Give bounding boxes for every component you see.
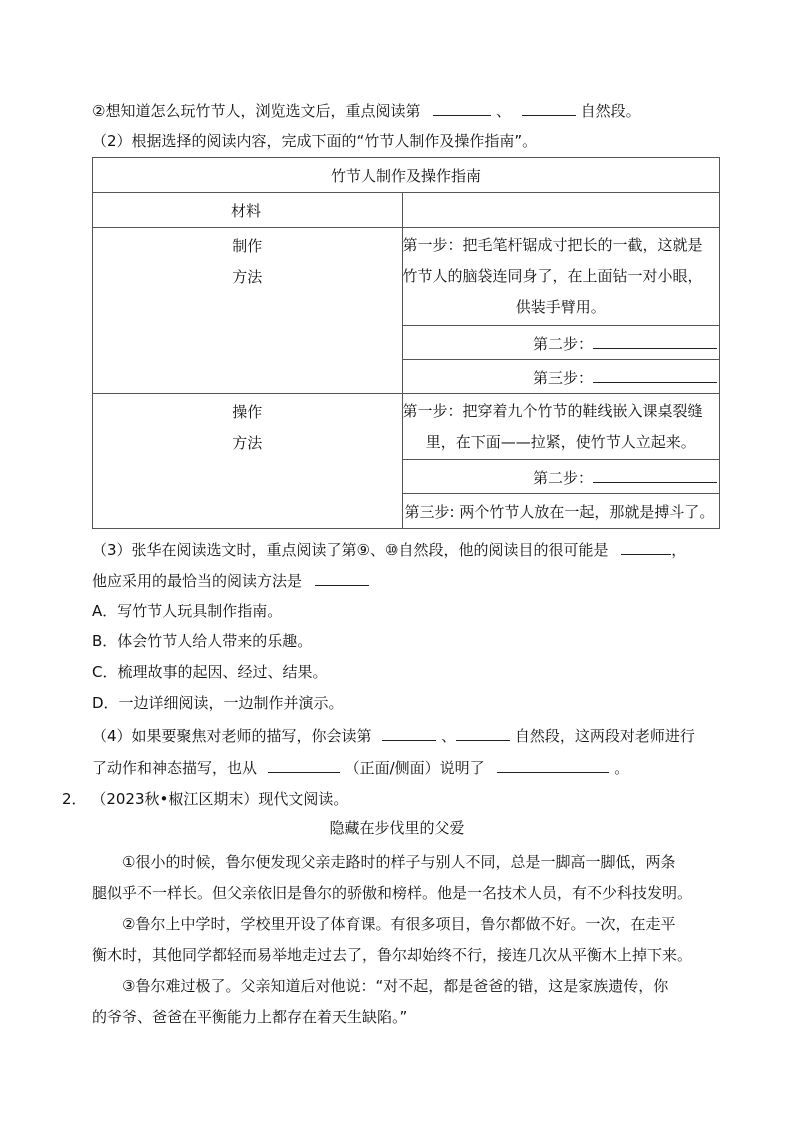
option-a[interactable] xyxy=(92,600,282,622)
answer-blank[interactable] xyxy=(497,756,609,773)
making-label-2: 方法 xyxy=(232,268,263,286)
p3-line1: ③鲁尔难过极了。父亲知道后对他说：“对不起，都是爸爸的错，这是家族遗传，你 xyxy=(122,977,669,995)
option-b[interactable] xyxy=(92,630,312,652)
making-step2-cell xyxy=(402,326,719,360)
answer-blank[interactable] xyxy=(315,569,369,586)
question-1-2 xyxy=(92,99,641,122)
question-3-line1 xyxy=(92,538,686,561)
making-label-cell xyxy=(93,228,403,394)
making-step2-label: 第二步： xyxy=(532,334,593,353)
item2-header xyxy=(62,788,348,810)
answer-blank[interactable] xyxy=(593,366,717,383)
operate-label-2: 方法 xyxy=(232,434,263,452)
operate-step2-cell xyxy=(402,460,719,494)
option-b-text: B．体会竹节人给人带来的乐趣。 xyxy=(92,632,313,650)
question-3-line2 xyxy=(92,569,369,592)
question-4-line1 xyxy=(92,724,695,747)
operate-step2-label: 第二步： xyxy=(532,468,593,487)
q4-line1-prefix: （4）如果要聚焦对老师的描写，你会读第 xyxy=(92,727,372,745)
option-d[interactable] xyxy=(92,692,344,714)
option-c-text: C．梳理故事的起因、经过、结果。 xyxy=(92,663,328,681)
answer-blank[interactable] xyxy=(621,538,671,555)
answer-blank[interactable] xyxy=(382,724,436,741)
q4-line1-suffix: 自然段，这两段对老师进行 xyxy=(514,727,695,745)
making-step1-line1: 第一步：把毛笔杆锯成寸把长的一截，这就是 xyxy=(402,236,703,254)
p2-line2: 衡木时，其他同学都轻而易举地走过去了，鲁尔却始终不行，接连几次从平衡木上掉下来。 xyxy=(92,946,693,964)
p2-line1: ②鲁尔上中学时，学校里开设了体育课。有很多项目，鲁尔都做不好。一次，在走平 xyxy=(122,915,676,933)
guide-title: 竹节人制作及操作指南 xyxy=(93,158,720,193)
guide-table xyxy=(92,157,720,529)
answer-blank[interactable] xyxy=(522,99,576,116)
q3-line1-end: ， xyxy=(671,541,687,559)
q3-line1: （3）张华在阅读选文时，重点阅读了第⑨、⑩自然段，他的阅读目的很可能是 xyxy=(92,541,609,559)
q1-2-sep: 、 xyxy=(496,102,512,120)
option-a-text: A．写竹节人玩具制作指南。 xyxy=(92,602,283,620)
operate-step3-cell xyxy=(402,494,719,529)
operate-step1-line1: 第一步：把穿着九个竹节的鞋线嵌入课桌裂缝 xyxy=(402,401,703,420)
operate-label-1: 操作 xyxy=(232,403,263,421)
making-step3-cell xyxy=(402,360,719,394)
answer-blank[interactable] xyxy=(433,99,491,116)
operate-step3-text: 第三步: 两个竹节人放在一起，那就是搏斗了。 xyxy=(404,502,715,521)
making-step3-label: 第三步： xyxy=(532,368,593,387)
material-label: 材料 xyxy=(93,193,403,228)
q3-line2: 他应采用的最恰当的阅读方法是 xyxy=(92,572,303,590)
article-title: 隐藏在步伐里的父爱 xyxy=(329,819,465,837)
making-step1-cell xyxy=(402,228,719,326)
q4-line1-sep: 、 xyxy=(441,727,457,745)
p3-line2: 的爷爷、爸爸在平衡能力上都存在着天生缺陷。” xyxy=(92,1008,408,1026)
answer-blank[interactable] xyxy=(456,724,510,741)
q2-text: （2）根据选择的阅读内容，完成下面的“竹节人制作及操作指南”。 xyxy=(92,132,538,150)
material-answer-cell[interactable] xyxy=(402,193,719,228)
question-4-line2 xyxy=(92,756,629,779)
answer-blank[interactable] xyxy=(268,756,340,773)
operate-step1-line2: 里，在下面——拉紧，使竹节人立起来。 xyxy=(425,432,696,451)
q1-2-prefix: ②想知道怎么玩竹节人，浏览选文后，重点阅读第 xyxy=(92,102,421,120)
answer-blank[interactable] xyxy=(593,466,717,483)
item2-header-text: （2023秋•椒江区期末）现代文阅读。 xyxy=(91,790,349,808)
answer-blank[interactable] xyxy=(593,332,717,349)
making-label-1: 制作 xyxy=(232,237,263,255)
making-step1-line2: 竹节人的脑袋连同身了，在上面钻一对小眼， xyxy=(402,267,703,285)
q4-line2-mid: （正面/侧面）说明了 xyxy=(344,759,485,777)
q4-line2-end: 。 xyxy=(614,759,630,777)
operate-step1-cell xyxy=(402,394,719,460)
option-d-text: D．一边详细阅读，一边制作并演示。 xyxy=(92,694,344,712)
p1-line1: ①很小的时候，鲁尔便发现父亲走路时的样子与别人不同，总是一脚高一脚低，两条 xyxy=(122,853,676,871)
p1-line2: 腿似乎不一样长。但父亲依旧是鲁尔的骄傲和榜样。他是一名技术人员，有不少科技发明。 xyxy=(92,884,693,902)
making-step1-line3: 供装手臂用。 xyxy=(515,298,606,316)
item2-number: 2． xyxy=(62,790,87,808)
question-2 xyxy=(92,130,537,152)
q4-line2-prefix: 了动作和神态描写，也从 xyxy=(92,759,258,777)
q1-2-suffix: 自然段。 xyxy=(580,102,641,120)
option-c[interactable] xyxy=(92,661,327,683)
operate-label-cell xyxy=(93,394,403,529)
